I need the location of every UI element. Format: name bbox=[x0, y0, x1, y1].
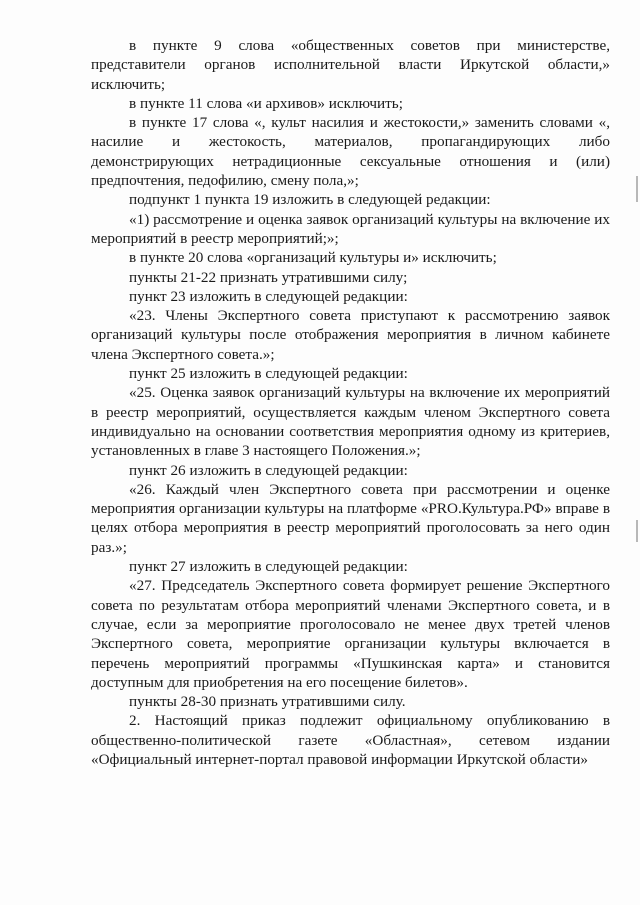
paragraph-item-17: в пункте 17 слова «, культ насилия и жестокости,» заменить словами «, насилие и жестокость, материалов, пропагандирующих либо демонстрирующих нетрадиционные сексуальные отношения и (или) предпочтения, педофилию, смену пола,»; bbox=[91, 114, 610, 190]
paragraph-item-25: пункт 25 изложить в следующей редакции: bbox=[129, 365, 408, 383]
scan-edge-mark bbox=[636, 520, 638, 542]
paragraph-item-26-text: «26. Каждый член Экспертного совета при рассмотрении и оценке мероприятия организации культуры на платформе «PRO.Культура.РФ» вправе в целях отбора мероприятия в реестр мероприятий проголосовать за него один раз.»; bbox=[91, 480, 610, 556]
paragraph-item-27-text: «27. Председатель Экспертного совета формирует решение Экспертного совета по результатам отбора мероприятий членами Экспертного совета, и в случае, если за мероприятие проголосовало не менее двух третей членов Экспертного совета, мероприятие организации культуры включается в перечень мероприятий программы «Пушкинская карта» и становится доступным для приобретения на его посещение билетов». bbox=[91, 577, 610, 691]
paragraph-item-26: пункт 26 изложить в следующей редакции: bbox=[129, 461, 408, 479]
paragraph-item-23-text: «23. Члены Экспертного совета приступают к рассмотрению заявок организаций культуры после отображения мероприятия в личном кабинете члена Экспертного совета.»; bbox=[91, 307, 610, 363]
paragraph-item-23: пункт 23 изложить в следующей редакции: bbox=[129, 287, 408, 305]
scan-edge-mark bbox=[636, 176, 638, 202]
paragraph-item-11: в пункте 11 слова «и архивов» исключить; bbox=[129, 94, 403, 112]
paragraph-item-19: подпункт 1 пункта 19 изложить в следующей редакции: bbox=[129, 191, 491, 209]
paragraph-item-21-22: пункты 21-22 признать утратившими силу; bbox=[129, 268, 408, 286]
paragraph-item-28-30: пункты 28-30 признать утратившими силу. bbox=[129, 693, 406, 711]
paragraph-section-2: 2. Настоящий приказ подлежит официальному опубликованию в общественно-политической газете «Областная», сетевом издании «Официальный интернет-портал правовой информации Иркутской области» bbox=[91, 712, 610, 768]
paragraph-item-9: в пункте 9 слова «общественных советов при министерстве, представители органов исполнительной власти Иркутской области,» исключить; bbox=[91, 37, 610, 93]
paragraph-item-20: в пункте 20 слова «организаций культуры и» исключить; bbox=[129, 249, 497, 267]
document-body bbox=[91, 36, 610, 769]
paragraph-item-27: пункт 27 изложить в следующей редакции: bbox=[129, 558, 408, 576]
paragraph-item-25-text: «25. Оценка заявок организаций культуры на включение их мероприятий в реестр мероприятий, осуществляется каждым членом Экспертного совета индивидуально на основании соответствия мероприятия одному из критериев, установленных в главе 3 настоящего Положения.»; bbox=[91, 384, 610, 460]
paragraph-item-19-text: «1) рассмотрение и оценка заявок организаций культуры на включение их мероприятий в реестр мероприятий;»; bbox=[91, 210, 610, 247]
